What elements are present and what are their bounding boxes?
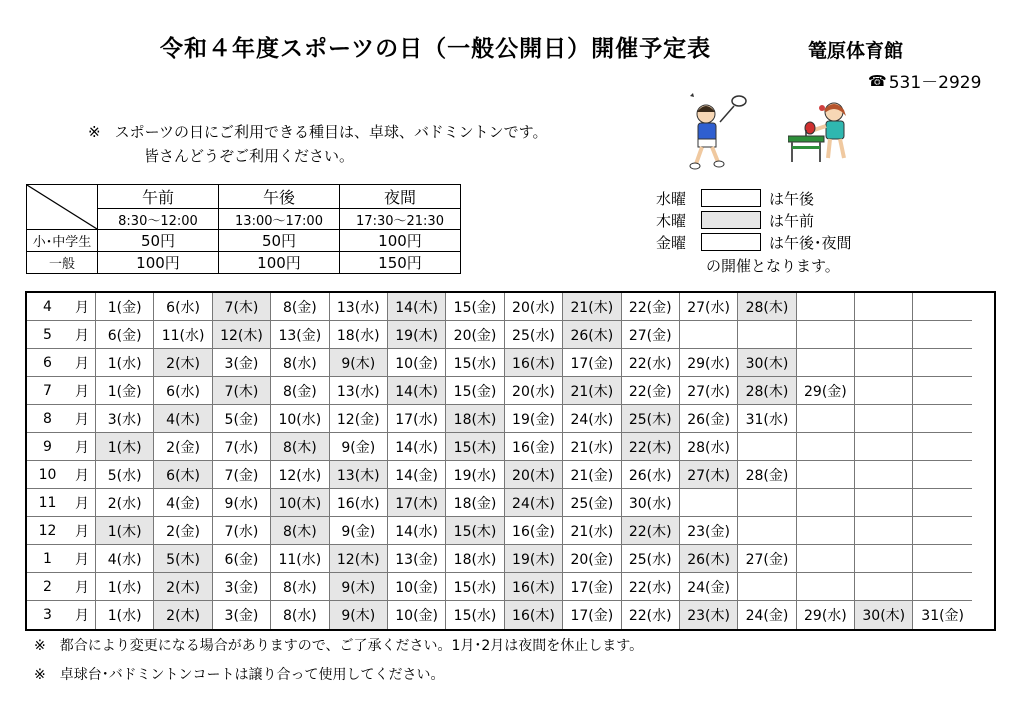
schedule-date: 27(水) (680, 293, 738, 321)
footer-text: 都合により変更になる場合がありますので、ご了承ください。1月･2月は夜間を休止します。 (59, 638, 644, 654)
month-label: 月 (68, 601, 96, 629)
schedule-date: 21(木) (563, 293, 621, 321)
schedule-empty-cell (738, 517, 796, 545)
schedule-date: 21(木) (563, 377, 621, 405)
schedule-empty-cell (797, 545, 855, 573)
month-number: 2 (27, 573, 68, 601)
schedule-date: 28(水) (680, 433, 738, 461)
schedule-date: 14(水) (388, 433, 446, 461)
schedule-date: 7(金) (213, 461, 271, 489)
schedule-date: 13(水) (330, 293, 388, 321)
schedule-date: 1(木) (96, 433, 154, 461)
schedule-date: 2(金) (154, 433, 212, 461)
month-number: 3 (43, 607, 52, 623)
schedule-date: 29(金) (797, 377, 855, 405)
fee-price: 150円 (340, 252, 461, 274)
schedule-date: 21(水) (563, 433, 621, 461)
schedule-date: 30(木) (738, 349, 796, 377)
schedule-date: 16(金) (505, 517, 563, 545)
period-time: 17:30～21:30 (340, 209, 461, 230)
legend-swatch (701, 211, 761, 229)
month-label: 月 (68, 461, 96, 489)
schedule-date: 4(金) (154, 489, 212, 517)
schedule-date: 10(金) (388, 601, 446, 629)
schedule-date: 12(金) (330, 405, 388, 433)
fee-row-label: 小･中学生 (27, 230, 98, 252)
schedule-date: 20(水) (505, 377, 563, 405)
schedule-empty-cell (855, 573, 913, 601)
schedule-date: 18(水) (446, 545, 504, 573)
schedule-date: 15(水) (446, 349, 504, 377)
schedule-date: 17(水) (388, 405, 446, 433)
schedule-date: 2(木) (154, 601, 212, 629)
schedule-date: 9(木) (330, 601, 388, 629)
schedule-empty-cell (913, 405, 971, 433)
schedule-date: 10(金) (388, 349, 446, 377)
schedule-date: 27(金) (738, 545, 796, 573)
schedule-date: 18(金) (446, 489, 504, 517)
schedule-empty-cell (913, 461, 971, 489)
month-number: 1 (27, 545, 68, 573)
month-number: 10 (27, 461, 68, 489)
schedule-date: 15(金) (446, 293, 504, 321)
schedule-date: 6(水) (154, 293, 212, 321)
phone-number (868, 68, 981, 93)
month-number: 6 (27, 349, 68, 377)
schedule-date: 5(木) (154, 545, 212, 573)
weekday-legend (656, 187, 852, 276)
schedule-date: 10(木) (271, 489, 329, 517)
period-time: 8:30～12:00 (98, 209, 219, 230)
month-number: 9 (27, 433, 68, 461)
schedule-empty-cell (738, 321, 796, 349)
schedule-date: 22(木) (622, 517, 680, 545)
schedule-date: 6(水) (154, 377, 212, 405)
schedule-empty-cell (855, 433, 913, 461)
schedule-date: 22(水) (622, 601, 680, 629)
month-number: 12 (27, 517, 68, 545)
schedule-date: 13(金) (271, 321, 329, 349)
schedule-empty-cell (913, 517, 971, 545)
table-tennis-player-icon (788, 96, 868, 172)
schedule-empty-cell (855, 545, 913, 573)
schedule-date: 13(木) (330, 461, 388, 489)
legend-desc: は午後･夜間 (769, 233, 852, 252)
schedule-date: 12(木) (213, 321, 271, 349)
telephone-icon: ☎ (868, 71, 887, 90)
month-number: 11 (27, 489, 68, 517)
schedule-empty-cell (855, 349, 913, 377)
month-label: 月 (68, 321, 96, 349)
schedule-date: 1(木) (96, 517, 154, 545)
schedule-date: 24(水) (563, 405, 621, 433)
month-label: 月 (68, 517, 96, 545)
legend-swatch (701, 189, 761, 207)
schedule-empty-cell (797, 293, 855, 321)
footer-text: 卓球台･バドミントンコートは譲り合って使用してください。 (59, 667, 445, 683)
page-title: 令和４年度スポーツの日（一般公開日）開催予定表 (160, 36, 712, 62)
legend-swatch (701, 233, 761, 251)
period-name: 午後 (219, 185, 340, 209)
schedule-date: 24(金) (680, 573, 738, 601)
schedule-empty-cell (855, 321, 913, 349)
month-label: 月 (68, 293, 96, 321)
schedule-date: 31(水) (738, 405, 796, 433)
note-mark: ※ (34, 667, 46, 683)
month-number: 7 (27, 377, 68, 405)
schedule-date: 14(木) (388, 377, 446, 405)
schedule-date: 28(木) (738, 293, 796, 321)
schedule-date: 25(金) (563, 489, 621, 517)
schedule-date: 3(金) (213, 349, 271, 377)
schedule-date: 2(木) (154, 573, 212, 601)
schedule-empty-cell (738, 573, 796, 601)
schedule-date: 1(水) (96, 601, 154, 629)
schedule-date: 10(金) (388, 573, 446, 601)
footer-note-1 (34, 635, 643, 655)
schedule-date: 24(木) (505, 489, 563, 517)
schedule-empty-cell (797, 405, 855, 433)
schedule-date: 30(木) (855, 601, 913, 629)
schedule-date: 16(水) (330, 489, 388, 517)
schedule-date: 9(水) (213, 489, 271, 517)
intro-line-1: スポーツの日にご利用できる種目は、卓球、バドミントンです。 (114, 123, 548, 141)
intro-line-2: 皆さんどうぞご利用ください。 (144, 147, 355, 165)
badminton-player-icon (682, 92, 752, 172)
schedule-date: 2(木) (154, 349, 212, 377)
schedule-date: 17(木) (388, 489, 446, 517)
schedule-empty-cell (855, 461, 913, 489)
schedule-date: 3(金) (213, 601, 271, 629)
legend-desc: は午後 (769, 189, 815, 208)
fee-price: 100円 (219, 252, 340, 274)
schedule-date: 20(水) (505, 293, 563, 321)
month-number: 5 (27, 321, 68, 349)
schedule-empty-cell (913, 377, 971, 405)
schedule-empty-cell (738, 433, 796, 461)
schedule-date: 13(金) (388, 545, 446, 573)
legend-row (656, 231, 852, 253)
legend-desc: は午前 (769, 211, 815, 230)
schedule-date: 1(金) (96, 377, 154, 405)
schedule-date: 6(金) (213, 545, 271, 573)
schedule-date: 15(木) (446, 433, 504, 461)
footer-note-2 (34, 664, 444, 684)
schedule-date: 26(木) (680, 545, 738, 573)
fee-price: 100円 (340, 230, 461, 252)
schedule-table (25, 291, 996, 631)
schedule-empty-cell (913, 349, 971, 377)
fee-price: 50円 (219, 230, 340, 252)
schedule-date: 27(水) (680, 377, 738, 405)
schedule-date: 26(水) (622, 461, 680, 489)
schedule-date: 6(金) (96, 321, 154, 349)
fee-row-label: 一般 (27, 252, 98, 274)
schedule-date: 14(水) (388, 517, 446, 545)
schedule-date: 12(水) (271, 461, 329, 489)
schedule-date: 28(金) (738, 461, 796, 489)
schedule-date: 4(木) (154, 405, 212, 433)
schedule-date: 9(金) (330, 517, 388, 545)
schedule-date: 15(水) (446, 573, 504, 601)
schedule-date: 23(金) (680, 517, 738, 545)
schedule-empty-cell (797, 517, 855, 545)
schedule-date: 25(水) (505, 321, 563, 349)
schedule-date: 19(木) (388, 321, 446, 349)
schedule-date: 22(木) (622, 433, 680, 461)
schedule-date: 17(金) (563, 573, 621, 601)
schedule-empty-cell (680, 321, 738, 349)
month-label: 月 (68, 573, 96, 601)
schedule-date: 16(木) (505, 601, 563, 629)
schedule-date: 22(金) (622, 293, 680, 321)
schedule-date: 22(水) (622, 349, 680, 377)
schedule-date: 8(水) (271, 601, 329, 629)
schedule-date: 18(木) (446, 405, 504, 433)
month-number: 4 (27, 293, 68, 321)
schedule-date: 1(水) (96, 349, 154, 377)
schedule-date: 26(金) (680, 405, 738, 433)
schedule-date: 11(水) (271, 545, 329, 573)
schedule-date: 29(水) (680, 349, 738, 377)
fee-price: 100円 (98, 252, 219, 274)
schedule-empty-cell (855, 293, 913, 321)
schedule-empty-cell (913, 321, 971, 349)
schedule-date: 8(木) (271, 517, 329, 545)
schedule-date: 16(金) (505, 433, 563, 461)
schedule-date: 2(金) (154, 517, 212, 545)
month-label: 月 (68, 545, 96, 573)
schedule-empty-cell (680, 489, 738, 517)
schedule-empty-cell (855, 489, 913, 517)
schedule-date: 9(木) (330, 349, 388, 377)
fee-table (26, 184, 461, 274)
schedule-date: 3(水) (96, 405, 154, 433)
schedule-date: 9(木) (330, 573, 388, 601)
month-label: 月 (68, 433, 96, 461)
schedule-empty-cell (797, 321, 855, 349)
schedule-date: 10(水) (271, 405, 329, 433)
schedule-date: 1(金) (96, 293, 154, 321)
schedule-empty-cell (738, 489, 796, 517)
fee-price: 50円 (98, 230, 219, 252)
month-label: 月 (68, 489, 96, 517)
schedule-empty-cell (855, 377, 913, 405)
schedule-date: 30(水) (622, 489, 680, 517)
schedule-date: 7(木) (213, 293, 271, 321)
schedule-date: 20(金) (563, 545, 621, 573)
schedule-empty-cell (913, 293, 971, 321)
schedule-date: 31(金) (921, 608, 965, 624)
schedule-date: 14(木) (388, 293, 446, 321)
schedule-date: 12(木) (330, 545, 388, 573)
schedule-date: 16(木) (505, 349, 563, 377)
schedule-date: 6(木) (154, 461, 212, 489)
legend-day: 木曜 (656, 211, 687, 230)
period-time: 13:00～17:00 (219, 209, 340, 230)
schedule-date: 7(木) (213, 377, 271, 405)
schedule-date: 27(金) (622, 321, 680, 349)
legend-row (656, 187, 852, 209)
schedule-date: 27(木) (680, 461, 738, 489)
schedule-date: 17(金) (563, 349, 621, 377)
schedule-empty-cell (855, 405, 913, 433)
period-name: 夜間 (340, 185, 461, 209)
schedule-date: 22(金) (622, 377, 680, 405)
note-mark: ※ (88, 123, 101, 141)
intro-text (88, 120, 547, 168)
legend-row (656, 209, 852, 231)
legend-note: の開催となります。 (706, 257, 840, 275)
schedule-date: 21(金) (563, 461, 621, 489)
schedule-date: 5(水) (96, 461, 154, 489)
schedule-date: 13(水) (330, 377, 388, 405)
schedule-date: 20(木) (505, 461, 563, 489)
schedule-date: 26(木) (563, 321, 621, 349)
schedule-date: 8(金) (271, 293, 329, 321)
schedule-empty-cell (913, 573, 971, 601)
schedule-date: 4(水) (96, 545, 154, 573)
fee-table-corner (27, 185, 98, 230)
note-mark: ※ (34, 638, 46, 654)
schedule-date: 3(金) (213, 573, 271, 601)
schedule-date: 11(水) (154, 321, 212, 349)
schedule-date: 15(金) (446, 377, 504, 405)
facility-name: 篭原体育館 (808, 40, 904, 62)
schedule-date: 7(水) (213, 433, 271, 461)
schedule-date: 18(水) (330, 321, 388, 349)
schedule-date: 20(金) (446, 321, 504, 349)
period-name: 午前 (98, 185, 219, 209)
schedule-date: 17(金) (563, 601, 621, 629)
schedule-date: 8(水) (271, 573, 329, 601)
month-label: 月 (68, 377, 96, 405)
schedule-date: 24(金) (738, 601, 796, 629)
schedule-date: 29(水) (797, 601, 855, 629)
schedule-date: 8(水) (271, 349, 329, 377)
schedule-date: 9(金) (330, 433, 388, 461)
schedule-date: 23(木) (680, 601, 738, 629)
month-number: 8 (27, 405, 68, 433)
schedule-date: 19(木) (505, 545, 563, 573)
schedule-date: 7(水) (213, 517, 271, 545)
schedule-empty-cell (797, 461, 855, 489)
schedule-date: 28(木) (738, 377, 796, 405)
schedule-empty-cell (797, 489, 855, 517)
legend-day: 金曜 (656, 233, 687, 252)
schedule-date: 21(水) (563, 517, 621, 545)
schedule-date: 15(水) (446, 601, 504, 629)
schedule-empty-cell (913, 433, 971, 461)
schedule-empty-cell (855, 517, 913, 545)
schedule-empty-cell (797, 349, 855, 377)
schedule-empty-cell (797, 573, 855, 601)
legend-day: 水曜 (656, 189, 687, 208)
schedule-date: 1(水) (96, 573, 154, 601)
schedule-date: 19(水) (446, 461, 504, 489)
schedule-empty-cell (913, 545, 971, 573)
schedule-date: 2(水) (96, 489, 154, 517)
schedule-date: 22(水) (622, 573, 680, 601)
schedule-date: 25(木) (622, 405, 680, 433)
phone-text: 531－2929 (888, 73, 982, 93)
schedule-date: 5(金) (213, 405, 271, 433)
schedule-date: 14(金) (388, 461, 446, 489)
schedule-date: 16(木) (505, 573, 563, 601)
schedule-empty-cell (797, 433, 855, 461)
schedule-date: 19(金) (505, 405, 563, 433)
month-label: 月 (68, 405, 96, 433)
schedule-empty-cell (913, 489, 971, 517)
schedule-date: 25(水) (622, 545, 680, 573)
month-label: 月 (68, 349, 96, 377)
schedule-date: 8(金) (271, 377, 329, 405)
schedule-date: 15(木) (446, 517, 504, 545)
schedule-date: 8(木) (271, 433, 329, 461)
